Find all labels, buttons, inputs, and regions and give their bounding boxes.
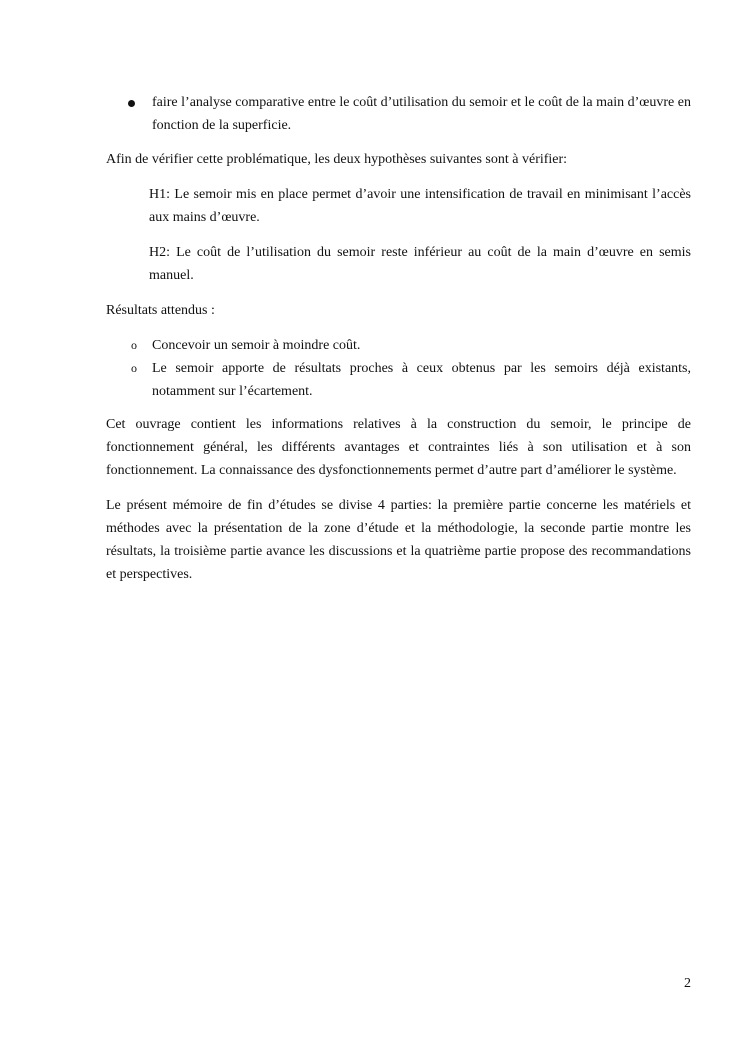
expected-result-text: Le semoir apporte de résultats proches à ceux obtenus par les semoirs déjà existants, notamment sur l’écartement. <box>152 361 691 399</box>
expected-result-item <box>106 357 691 403</box>
page-number: 2 <box>684 976 691 991</box>
paragraph-structure-overview: Le présent mémoire de fin d’études se divise 4 parties: la première partie concerne les matériels et méthodes avec la présentation de la zone d’étude et la méthodologie, la seconde partie montre les résultats, la troisième partie avance les discussions et la quatrième partie propose des recommandations et perspectives. <box>106 498 691 582</box>
bullet-dot-icon <box>128 100 135 107</box>
hypothesis-h2: H2: Le coût de l’utilisation du semoir reste inférieur au coût de la main d’œuvre en semis manuel. <box>149 245 691 283</box>
circle-bullet-icon: o <box>131 361 137 375</box>
expected-result-item <box>106 334 691 357</box>
expected-result-text: Concevoir un semoir à moindre coût. <box>152 338 361 353</box>
circle-bullet-icon: o <box>131 338 137 352</box>
objective-bullet-item <box>106 91 691 137</box>
paragraph-content-overview: Cet ouvrage contient les informations relatives à la construction du semoir, le principe de fonctionnement général, les différents avantages et contraintes liés à son utilisation et à son fonctionnement. La connaissance des dysfonctionnements permet d’autre part d’améliorer le système. <box>106 417 691 478</box>
objective-text: faire l’analyse comparative entre le coût d’utilisation du semoir et le coût de la main d’œuvre en fonction de la superficie. <box>152 95 691 133</box>
expected-results-heading: Résultats attendus : <box>106 303 215 318</box>
document-body <box>106 91 691 586</box>
hypothesis-h1: H1: Le semoir mis en place permet d’avoir une intensification de travail en minimisant l’accès aux mains d’œuvre. <box>149 187 691 225</box>
hypotheses-intro: Afin de vérifier cette problématique, les deux hypothèses suivantes sont à vérifier: <box>106 152 568 167</box>
